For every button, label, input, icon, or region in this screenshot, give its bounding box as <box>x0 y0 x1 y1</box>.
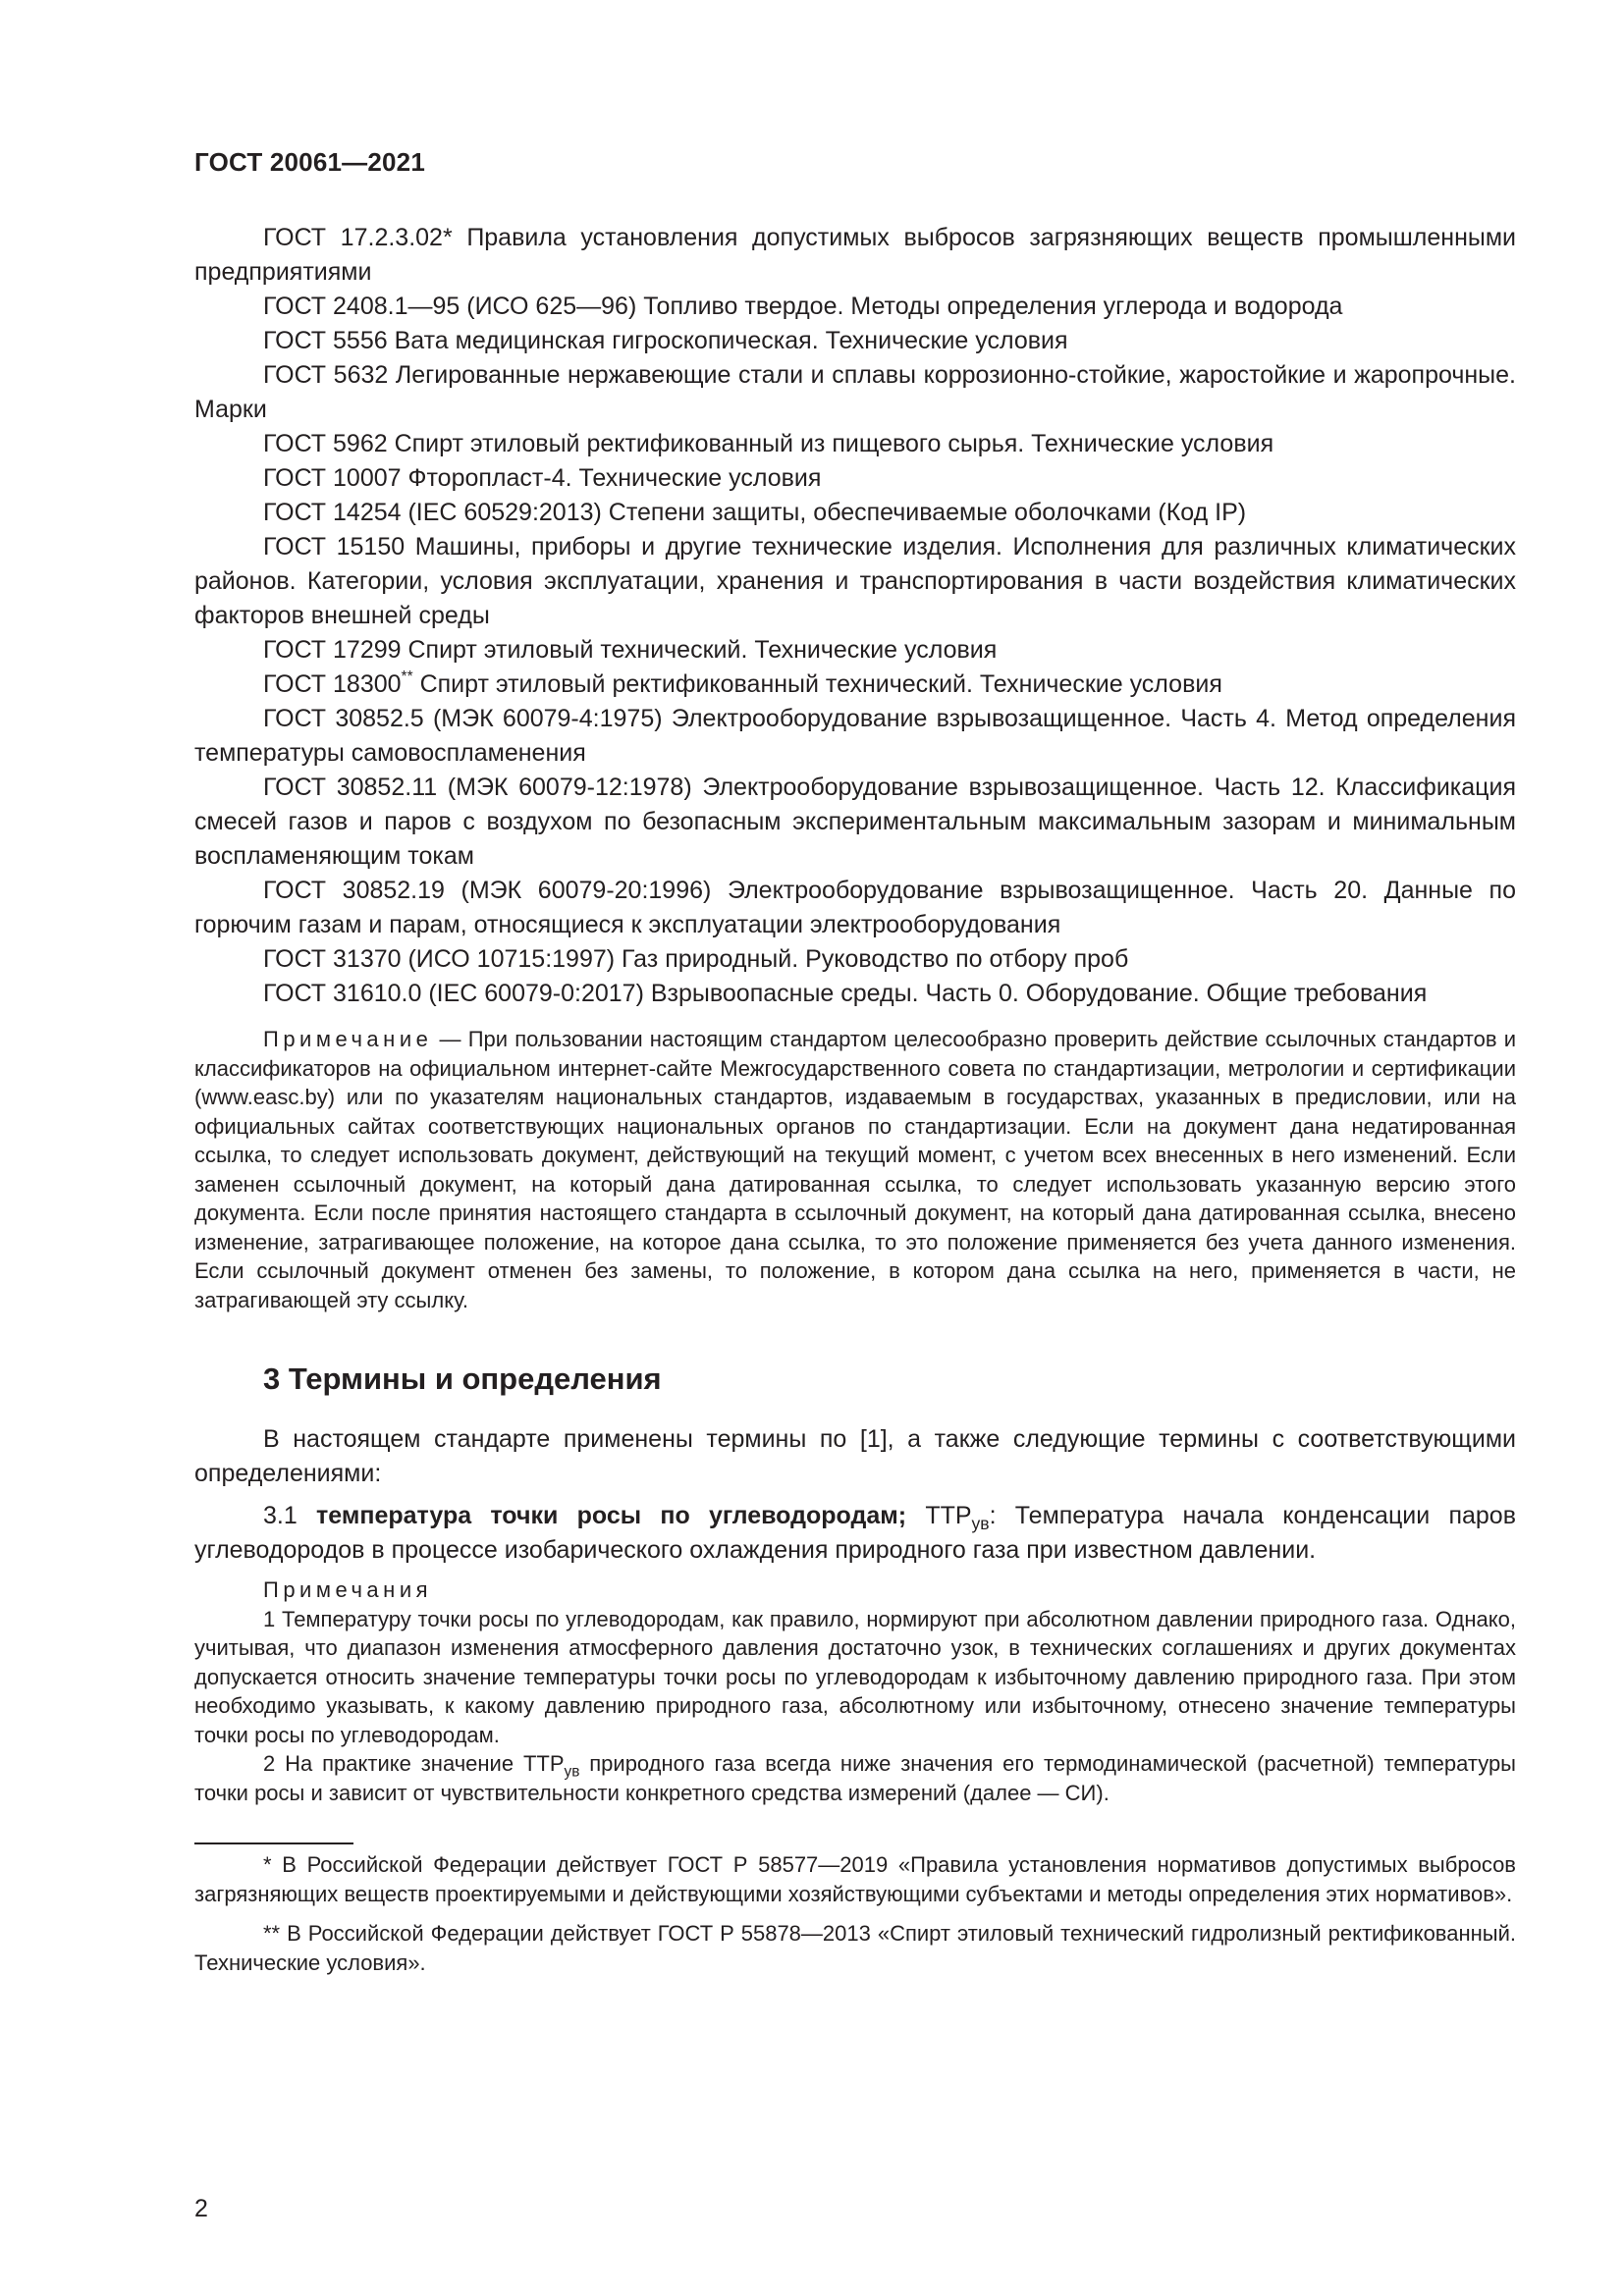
reference-title: Степени защиты, обеспечиваемые оболочками (Код IP) <box>608 499 1247 526</box>
reference-code: ГОСТ 18300 <box>263 670 402 698</box>
reference-code: ГОСТ 17299 <box>263 636 402 664</box>
reference-title: Газ природный. Руководство по отбору проб <box>622 945 1129 973</box>
references-note <box>194 1025 1516 1314</box>
section-heading: 3 Термины и определения <box>263 1362 662 1396</box>
reference-item <box>194 358 1516 427</box>
reference-item <box>194 633 1516 667</box>
reference-title: Топливо твердое. Методы определения углерода и водорода <box>643 293 1343 320</box>
reference-title: Спирт этиловый технический. Технические условия <box>407 636 998 664</box>
footnote-2: ** В Российской Федерации действует ГОСТ Р 55878—2013 «Спирт этиловый технический гидролизный ректификованный. Технические условия». <box>194 1921 1516 1975</box>
reference-item <box>194 771 1516 874</box>
footnote-1: * В Российской Федерации действует ГОСТ Р 58577—2019 «Правила установления нормативов допустимых выбросов загрязняющих веществ проектируемыми и действующими хозяйствующими субъектами и методы определения этих нормативов». <box>194 1852 1516 1906</box>
term-definition-text: : Температура начала конденсации паров углеводородов в процессе изобарического охлаждения природного газа при известном давлении. <box>194 1502 1516 1564</box>
reference-item <box>194 496 1516 530</box>
note-text: — При пользовании настоящим стандартом целесообразно проверить действие ссылочных стандартов и классификаторов на официальном интернет-сайте Межгосударственного совета по стандартизации, метрологии и сертификации (www.easc.by) или по указателям национальных стандартов, издаваемым в государствах, указанных в предисловии, или на официальных сайтах соответствующих национальных органов по стандартизации. Если на документ дана недатированная ссылка, то следует использовать документ, действующий на текущий момент, с учетом всех внесенных в него изменений. Если заменен ссылочный документ, на который дана датированная ссылка, то следует использовать указанную версию этого документа. Если после принятия настоящего стандарта в ссылочный документ, на который дана датированная ссылка, внесено изменение, затрагивающее положение, на которое дана ссылка, то это положение применяется без учета данного изменения. Если ссылочный документ отменен без замены, то положение, в котором дана ссылка на него, применяется в части, не затрагивающей эту ссылку. <box>194 1027 1516 1312</box>
reference-item <box>194 702 1516 771</box>
reference-title: Электрооборудование взрывозащищенное. Часть 20. Данные по горючим газам и парам, относящиеся к эксплуатации электрооборудования <box>194 877 1516 938</box>
term-name: температура точки росы по углеводородам; <box>316 1502 907 1529</box>
reference-item <box>194 324 1516 358</box>
note-2-text-a: 2 На практике значение ТТР <box>263 1751 565 1776</box>
document-code-header: ГОСТ 20061—2021 <box>194 147 425 177</box>
reference-title: Электрооборудование взрывозащищенное. Часть 4. Метод определения температуры самовоспламенения <box>194 705 1516 767</box>
reference-title: Фторопласт-4. Технические условия <box>407 464 822 492</box>
reference-code: ГОСТ 15150 <box>263 533 406 561</box>
term-number: 3.1 <box>263 1502 298 1529</box>
normative-references-list <box>194 221 1516 1011</box>
reference-title: Спирт этиловый ректификованный технический. Технические условия <box>419 670 1222 698</box>
note-2 <box>194 1749 1516 1807</box>
note-label: Примечание <box>263 1027 433 1051</box>
reference-code: ГОСТ 14254 (IEC 60529:2013) <box>263 499 602 526</box>
reference-code: ГОСТ 5632 <box>263 361 389 389</box>
note-1: 1 Температуру точки росы по углеводородам, как правило, нормируют при абсолютном давлении природного газа. Однако, учитывая, что диапазон изменения атмосферного давления достаточно узок, в технических соглашениях и других документах допускается относить значение температуры точки росы по углеводородам к избыточному давлению природного газа. При этом необходимо указывать, к какому давлению природного газа, абсолютному или избыточному, отнесено значение температуры точки росы по углеводородам. <box>194 1606 1516 1747</box>
reference-code: ГОСТ 31370 (ИСО 10715:1997) <box>263 945 616 973</box>
reference-code: ГОСТ 17.2.3.02* <box>263 224 453 251</box>
reference-code: ГОСТ 31610.0 (IEC 60079-0:2017) <box>263 980 644 1007</box>
notes-label-text: Примечания <box>263 1577 433 1602</box>
note-2-text-b: природного газа всегда ниже значения его термодинамической (расчетной) температуры точки росы и зависит от чувствительности конкретного средства измерений (далее — СИ). <box>194 1751 1516 1805</box>
reference-code: ГОСТ 2408.1—95 (ИСО 625—96) <box>263 293 637 320</box>
reference-item <box>194 977 1516 1011</box>
section-intro: В настоящем стандарте применены термины по [1], а также следующие термины с соответствующими определениями: <box>194 1425 1516 1487</box>
reference-title: Правила установления допустимых выбросов загрязняющих веществ промышленными предприятиями <box>194 224 1517 286</box>
reference-item <box>194 667 1516 702</box>
reference-item <box>194 461 1516 496</box>
reference-title: Легированные нержавеющие стали и сплавы коррозионно-стойкие, жаростойкие и жаропрочные. Марки <box>194 361 1516 423</box>
reference-title: Вата медицинская гигроскопическая. Технические условия <box>394 327 1068 354</box>
reference-title: Машины, приборы и другие технические изделия. Исполнения для различных климатических районов. Категории, условия эксплуатации, хранения и транспортирования в части воздействия климатических факторов внешней среды <box>194 533 1516 629</box>
reference-code: ГОСТ 30852.11 (МЭК 60079-12:1978) <box>263 774 692 801</box>
term-abbreviation: ТТР <box>925 1502 972 1529</box>
reference-code: ГОСТ 30852.5 (МЭК 60079-4:1975) <box>263 705 663 732</box>
reference-title: Взрывоопасные среды. Часть 0. Оборудование. Общие требования <box>650 980 1428 1007</box>
reference-code: ГОСТ 5962 <box>263 430 388 457</box>
reference-item <box>194 530 1516 633</box>
reference-title: Электрооборудование взрывозащищенное. Часть 12. Классификация смесей газов и паров с воздухом по безопасным экспериментальным максимальным зазорам и минимальным воспламеняющим токам <box>194 774 1516 870</box>
term-abbreviation-subscript: ув <box>971 1514 990 1534</box>
reference-code: ГОСТ 30852.19 (МЭК 60079-20:1996) <box>263 877 712 904</box>
note-2-subscript: ув <box>564 1763 580 1781</box>
notes-label <box>194 1575 1516 1605</box>
reference-title: Спирт этиловый ректификованный из пищевого сырья. Технические условия <box>394 430 1274 457</box>
page-content <box>194 221 1516 1978</box>
reference-item <box>194 942 1516 977</box>
reference-item <box>194 221 1516 290</box>
reference-item <box>194 874 1516 942</box>
reference-item <box>194 290 1516 324</box>
reference-code: ГОСТ 10007 <box>263 464 402 492</box>
reference-item <box>194 427 1516 461</box>
reference-code: ГОСТ 5556 <box>263 327 388 354</box>
term-definition <box>194 1499 1516 1568</box>
footnote-marker: ** <box>401 668 413 686</box>
page-number: 2 <box>194 2195 208 2222</box>
